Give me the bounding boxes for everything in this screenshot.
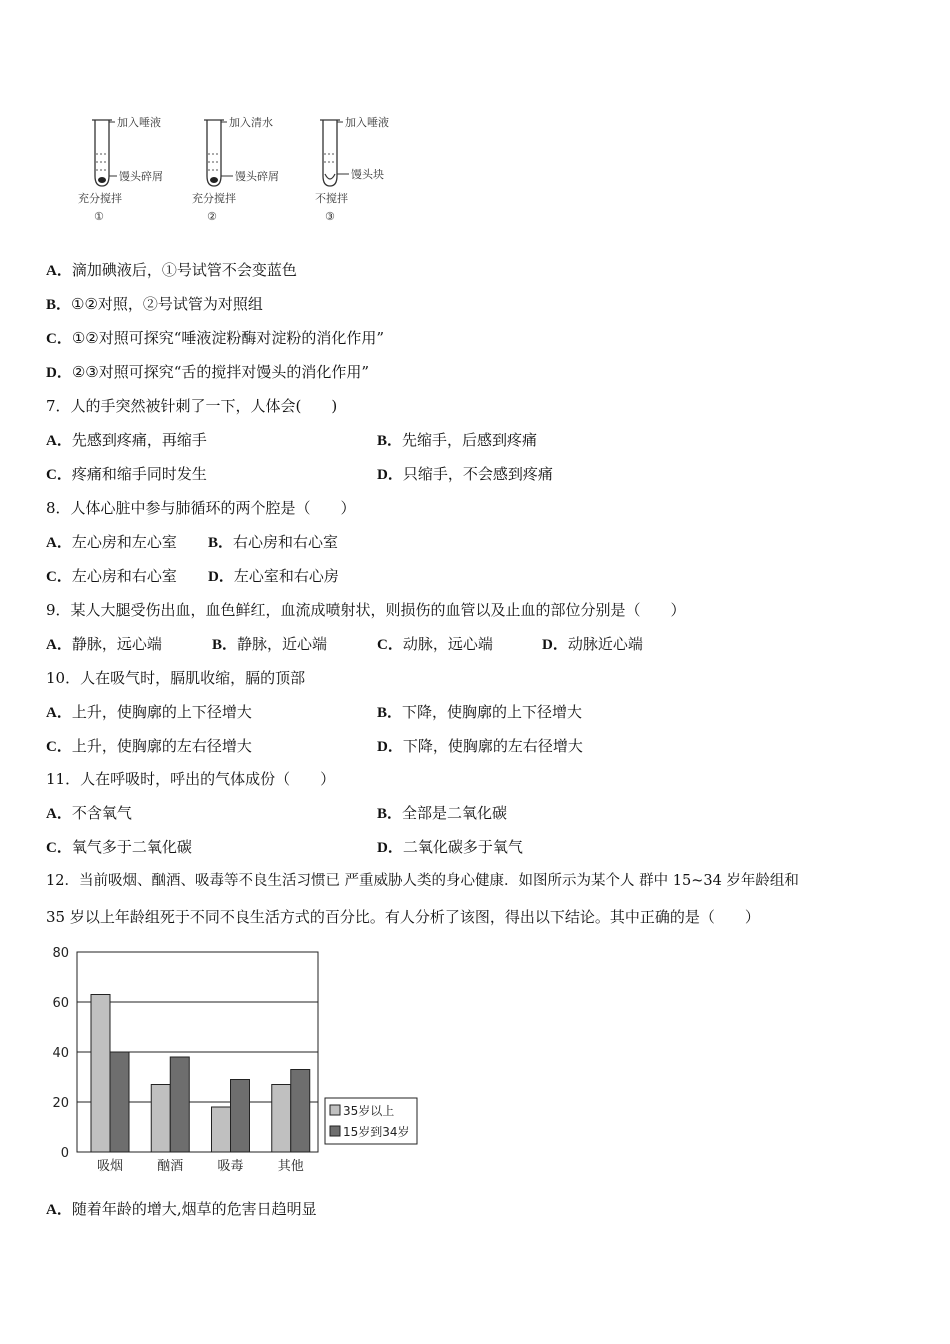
q11-option-a: A．不含氧气: [46, 804, 132, 822]
q11-stem: 11．人在呼吸时，呼出的气体成份（ ）: [46, 770, 336, 788]
bar-其他-1: [291, 1070, 310, 1153]
q12-stem-line2: 35 岁以上年龄组死于不同不良生活方式的百分比。有人分析了该图，得出以下结论。其中正确的是（ ）: [46, 908, 760, 926]
tube-1: [78, 115, 163, 223]
q7-option-d: D．只缩手，不会感到疼痛: [377, 465, 553, 483]
q9-option-a: A．静脉，远心端: [46, 635, 162, 653]
legend-swatch: [330, 1126, 340, 1136]
q11-option-d: D．二氧化碳多于氧气: [377, 838, 523, 856]
q8-option-a: A．左心房和左心室: [46, 533, 177, 551]
y-tick-label: 40: [52, 1046, 69, 1061]
x-tick-label: 吸毒: [217, 1159, 244, 1174]
q10-option-a: A．上升，使胸廓的上下径增大: [46, 703, 252, 721]
q8-stem: 8．人体心脏中参与肺循环的两个腔是（ ）: [46, 499, 356, 517]
y-tick-label: 20: [52, 1096, 69, 1111]
y-tick-label: 80: [52, 946, 69, 961]
bar-吸毒-0: [212, 1107, 231, 1152]
q8-option-c: C．左心房和右心室: [46, 567, 177, 585]
x-tick-label: 吸烟: [96, 1159, 124, 1174]
q6-option-a: A．滴加碘液后，①号试管不会变蓝色: [46, 261, 297, 279]
q12-stem-line1: 12．当前吸烟、酗酒、吸毒等不良生活习惯已 严重威胁人类的身心健康．如图所示为某个人 群中 15~34 岁年龄组和: [46, 873, 799, 889]
tube-1-side-label: 馒头碎屑: [119, 170, 163, 183]
q8-option-d: D．左心室和右心房: [208, 567, 339, 585]
q10-option-b: B．下降，使胸廓的上下径增大: [377, 703, 583, 721]
test-tube-figure: [75, 112, 415, 230]
chart-legend: [325, 1098, 417, 1144]
q7-option-c: C．疼痛和缩手同时发生: [46, 465, 207, 483]
q6-option-d: D．②③对照可探究“舌的搅拌对馒头的消化作用”: [46, 363, 370, 381]
tube-2-number-text: ②: [207, 210, 217, 223]
tube-1-top-label: 加入唾液: [117, 116, 161, 129]
tube-3-number: ③: [325, 210, 335, 223]
q10-option-d: D．下降，使胸廓的左右径增大: [377, 737, 583, 755]
tube-2: [192, 115, 279, 223]
q8-option-b: B．右心房和右心室: [208, 533, 339, 551]
tube-2-bottom-label: 充分搅拌: [192, 192, 236, 205]
legend-swatch: [330, 1105, 340, 1115]
bar-酗酒-1: [170, 1057, 189, 1152]
q7-stem: 7．人的手突然被针刺了一下，人体会( ): [46, 397, 338, 415]
bar-chart: [40, 940, 440, 1180]
q7-option-a: A．先感到疼痛，再缩手: [46, 431, 207, 449]
legend-label: 35岁以上: [343, 1104, 395, 1118]
x-tick-label: 其他: [277, 1159, 304, 1174]
bar-吸烟-1: [110, 1052, 129, 1152]
tube-2-side-label: 馒头碎屑: [235, 170, 279, 183]
q6-option-c: C．①②对照可探究“唾液淀粉酶对淀粉的消化作用”: [46, 329, 385, 347]
tube-3-side-label: 馒头块: [351, 168, 384, 181]
q6-option-b: B．①②对照，②号试管为对照组: [46, 295, 263, 313]
tube-1-bottom-label: 充分搅拌: [78, 192, 122, 205]
q11-option-c: C．氧气多于二氧化碳: [46, 838, 192, 856]
bar-吸烟-0: [91, 995, 110, 1153]
tube-2-top-label: 加入清水: [229, 116, 273, 129]
x-tick-label: 酗酒: [157, 1159, 184, 1174]
y-tick-label: 0: [60, 1146, 69, 1161]
q11-option-b: B．全部是二氧化碳: [377, 804, 508, 822]
bar-酗酒-0: [151, 1085, 170, 1153]
tube-3-top-label: 加入唾液: [345, 116, 389, 129]
q9-option-c: C．动脉，远心端: [377, 635, 493, 653]
legend-label: 15岁到34岁: [343, 1125, 410, 1139]
chart-x-ticks: [97, 1158, 304, 1174]
q12-option-a: A．随着年龄的增大,烟草的危害日趋明显: [46, 1200, 317, 1218]
q7-option-b: B．先缩手，后感到疼痛: [377, 431, 538, 449]
bar-吸毒-1: [231, 1080, 250, 1153]
q10-stem: 10．人在吸气时，膈肌收缩，膈的顶部: [46, 669, 306, 687]
q9-option-d: D．动脉近心端: [542, 635, 643, 653]
q9-option-b: B．静脉，近心端: [212, 635, 328, 653]
q10-option-c: C．上升，使胸廓的左右径增大: [46, 737, 252, 755]
y-tick-label: 60: [52, 996, 69, 1011]
tube-1-number: ①: [94, 210, 104, 223]
chart-y-ticks: [52, 946, 69, 1161]
tube-3-bottom-label: 不搅拌: [315, 192, 348, 205]
tube-3: [315, 115, 389, 223]
bar-其他-0: [272, 1085, 291, 1153]
q9-stem: 9．某人大腿受伤出血，血色鲜红，血流成喷射状，则损伤的血管以及止血的部位分别是（ ）: [46, 601, 686, 619]
